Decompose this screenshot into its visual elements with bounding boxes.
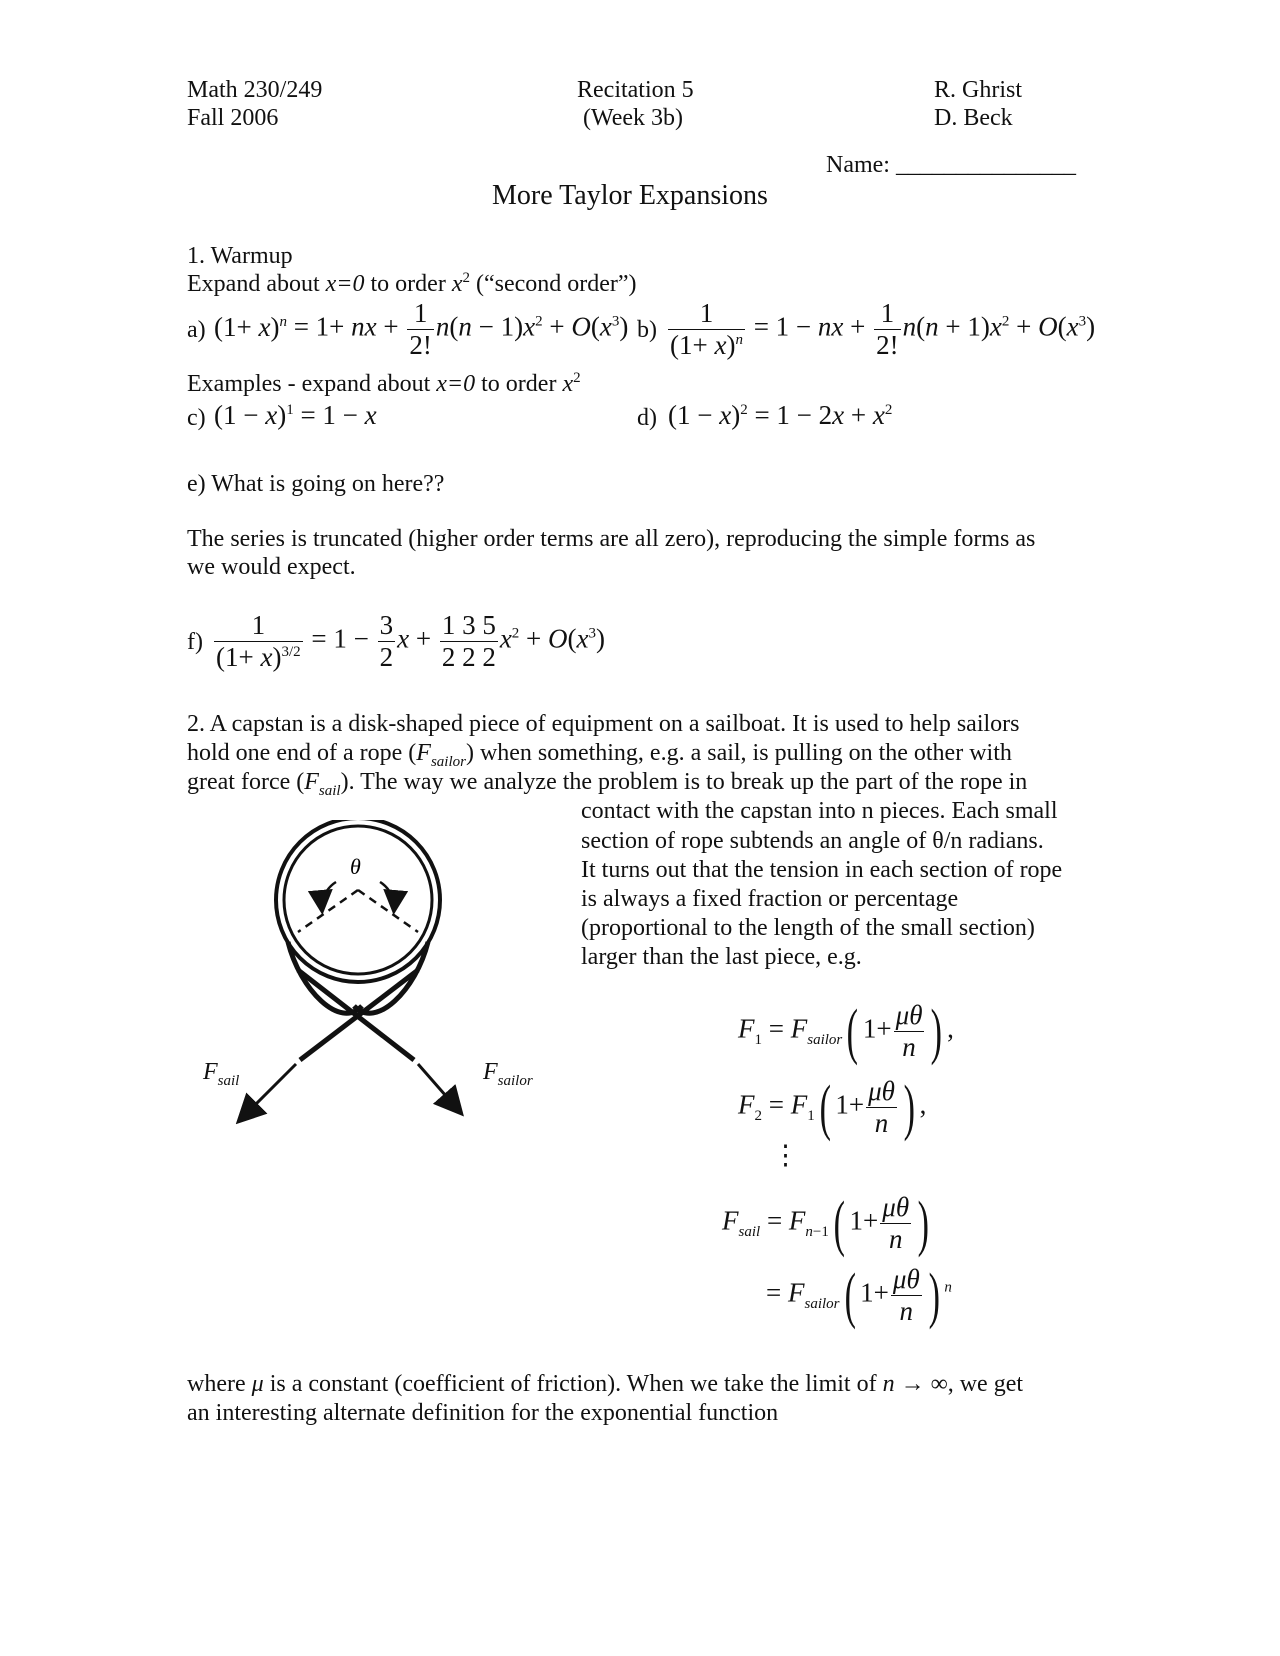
answer-e: The series is truncated (higher order terms are all zero), reproducing the simple forms as we would expect. xyxy=(187,526,1036,580)
name-field[interactable]: Name: _______________ xyxy=(826,152,1076,178)
side-line-4: is always a fixed fraction or percentage xyxy=(581,886,959,912)
examples-instruction: Examples - expand about x=0 to order $x^2$ xyxy=(187,370,581,397)
equation-F2: $F_2 = F_1$( 1+ $\frac{\mu\theta}{n}$ ) , xyxy=(738,1073,927,1142)
warmup-instruction: Expand about x=0 to order $x^2$ (“second order”) xyxy=(187,270,637,297)
sailor-force-arrow xyxy=(418,1064,460,1112)
course-name: Math 230/249 xyxy=(187,77,323,103)
label-a: a) xyxy=(187,317,206,343)
sail-force-arrow xyxy=(240,1064,296,1120)
page-title: More Taylor Expansions xyxy=(492,180,768,211)
label-c: c) xyxy=(187,405,206,431)
capstan-intro-line-1: 2. A capstan is a disk-shaped piece of equipment on a sailboat. It is used to help sailors xyxy=(187,711,1020,737)
capstan-intro-line-3: great force $(F_{sail})$. The way we analyze the problem is to break up the part of the rope in xyxy=(187,769,1028,799)
equation-b: $\frac{1}{(1+ x)^n}$ = 1 − nx + $\frac{1}{2!}$ $n(n + 1)x^2 + O(x^3)$ xyxy=(670,298,1096,360)
instructor-1: R. Ghrist xyxy=(934,77,1023,103)
label-f-sail: $F_{sail}$ xyxy=(203,1059,240,1089)
equation-c: $(1 - x)^1 = 1 - x$ xyxy=(214,400,377,430)
label-f-sailor: $F_{sailor}$ xyxy=(483,1059,533,1089)
week-label: (Week 3b) xyxy=(583,105,684,131)
label-b: b) xyxy=(637,317,657,343)
closing-line-1: where μ is a constant (coefficient of friction). When we take the limit of n → ∞, we get xyxy=(187,1371,1024,1397)
question-e: e) What is going on here?? xyxy=(187,471,445,497)
capstan-intro-line-2: hold one end of a rope $(F_{sailor})$ when something, e.g. a sail, is pulling on the other with xyxy=(187,740,1012,770)
vertical-ellipsis: ⋮ xyxy=(772,1140,799,1170)
side-line-5: (proportional to the length of the small section) xyxy=(581,915,1035,941)
equation-d: $(1 - x)^2 = 1 - 2x + x^2$ xyxy=(668,400,893,430)
equation-Fsail: $F_{sail} = F_{n-1}$( 1+ $\frac{\mu\theta}{n}$ ) xyxy=(722,1189,930,1258)
rope-outer-loop xyxy=(276,820,440,982)
side-line-6: larger than the last piece, e.g. xyxy=(581,944,862,970)
equation-f: $\frac{1}{(1+ x)^{3/2}}$ = 1 − $\frac{3}{2}$ x + $\frac{1 3 5}{2 2 2}$ $x^2 + O(x^3)$ xyxy=(216,610,606,672)
label-d: d) xyxy=(637,405,657,431)
term: Fall 2006 xyxy=(187,105,279,131)
instructor-2: D. Beck xyxy=(934,105,1013,131)
side-line-3: It turns out that the tension in each section of rope xyxy=(581,857,1063,883)
capstan-disk xyxy=(284,826,432,974)
equation-F1: $F_1 = F_{sailor}$( 1+ $\frac{\mu\theta}{n}$ ) , xyxy=(738,997,954,1066)
closing-line-2: an interesting alternate definition for the exponential function xyxy=(187,1400,779,1426)
equation-Fsail-closed: = $F_{sailor}$( 1+ $\frac{\mu\theta}{n}$ ) $^n$ xyxy=(766,1261,952,1330)
equation-a: $(1+ x)^n = 1+$ nx + $\frac{1}{2!}$ $n(n - 1)x^2 + O(x^3)$ xyxy=(214,298,629,360)
warmup-heading: 1. Warmup xyxy=(187,243,293,269)
side-line-1: contact with the capstan into n pieces. Each small xyxy=(581,798,1058,824)
recitation-number: Recitation 5 xyxy=(577,77,694,103)
label-f: f) xyxy=(187,629,203,655)
side-line-2: section of rope subtends an angle of θ/n radians. xyxy=(581,828,1044,854)
theta-label: θ xyxy=(350,854,361,879)
